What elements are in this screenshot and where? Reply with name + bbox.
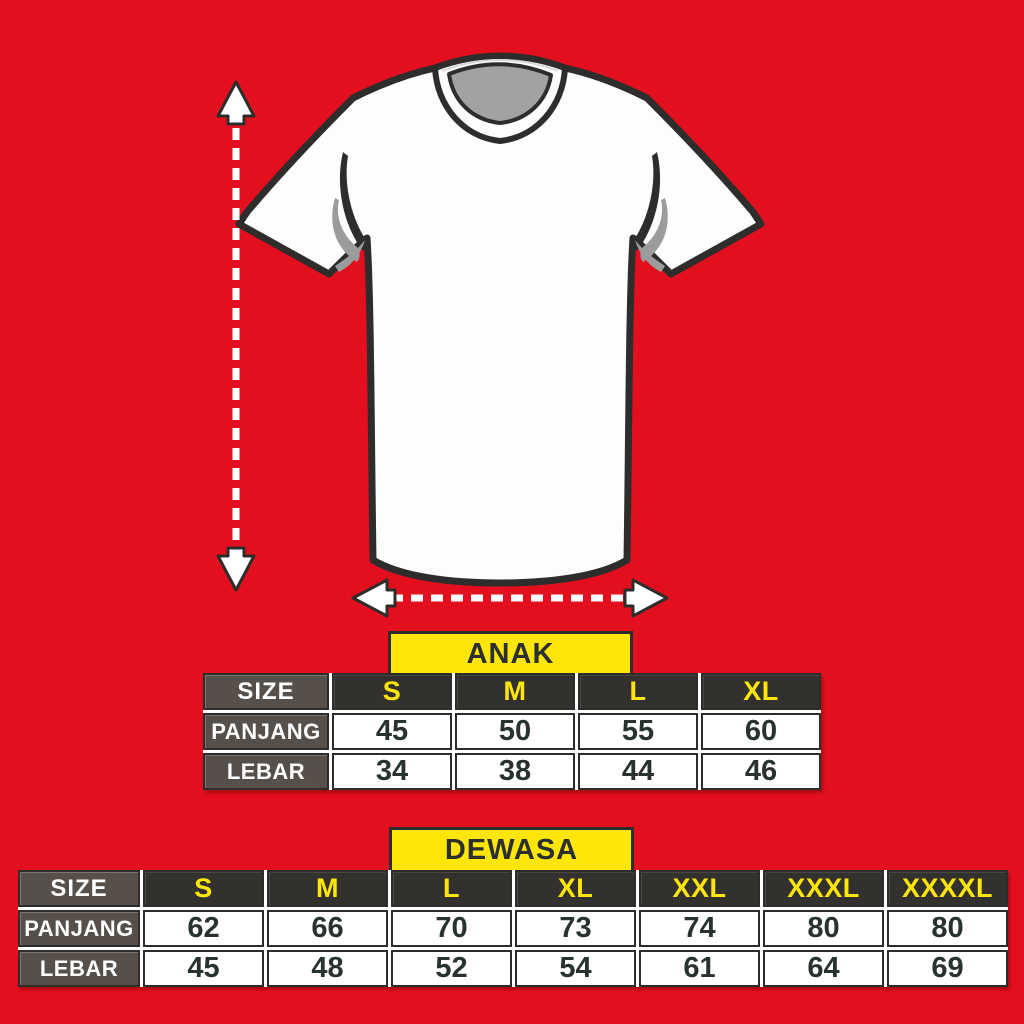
size-corner-header: SIZE	[18, 870, 140, 907]
measure-row-label: LEBAR	[203, 753, 329, 790]
size-column-header: XXL	[639, 870, 760, 907]
measure-row-label: PANJANG	[18, 910, 140, 947]
size-value: 61	[639, 950, 760, 987]
size-value: 70	[391, 910, 512, 947]
size-column-header: S	[143, 870, 264, 907]
size-value: 46	[701, 753, 821, 790]
dewasa-table-title: DEWASA	[389, 827, 634, 874]
size-column-header: XXXL	[763, 870, 884, 907]
size-value: 54	[515, 950, 636, 987]
tshirt-size-diagram	[185, 40, 845, 640]
size-value: 66	[267, 910, 388, 947]
measure-row-label: LEBAR	[18, 950, 140, 987]
size-value: 69	[887, 950, 1008, 987]
size-value: 44	[578, 753, 698, 790]
measure-row-label: PANJANG	[203, 713, 329, 750]
size-column-header: M	[455, 673, 575, 710]
size-value: 60	[701, 713, 821, 750]
size-corner-header: SIZE	[203, 673, 329, 710]
size-value: 50	[455, 713, 575, 750]
size-column-header: L	[578, 673, 698, 710]
size-column-header: L	[391, 870, 512, 907]
size-value: 52	[391, 950, 512, 987]
size-value: 74	[639, 910, 760, 947]
size-value: 62	[143, 910, 264, 947]
size-value: 64	[763, 950, 884, 987]
anak-table-title: ANAK	[388, 631, 633, 678]
size-value: 45	[143, 950, 264, 987]
tshirt-graphic	[239, 56, 761, 583]
size-column-header: XXXXL	[887, 870, 1008, 907]
anak-size-table	[203, 673, 821, 790]
size-value: 45	[332, 713, 452, 750]
size-column-header: XL	[701, 673, 821, 710]
dewasa-size-table	[18, 870, 1008, 987]
size-value: 34	[332, 753, 452, 790]
size-column-header: S	[332, 673, 452, 710]
size-value: 80	[763, 910, 884, 947]
size-value: 73	[515, 910, 636, 947]
size-column-header: XL	[515, 870, 636, 907]
size-value: 80	[887, 910, 1008, 947]
size-value: 48	[267, 950, 388, 987]
size-value: 55	[578, 713, 698, 750]
size-column-header: M	[267, 870, 388, 907]
length-arrow-icon	[218, 82, 254, 590]
size-value: 38	[455, 753, 575, 790]
